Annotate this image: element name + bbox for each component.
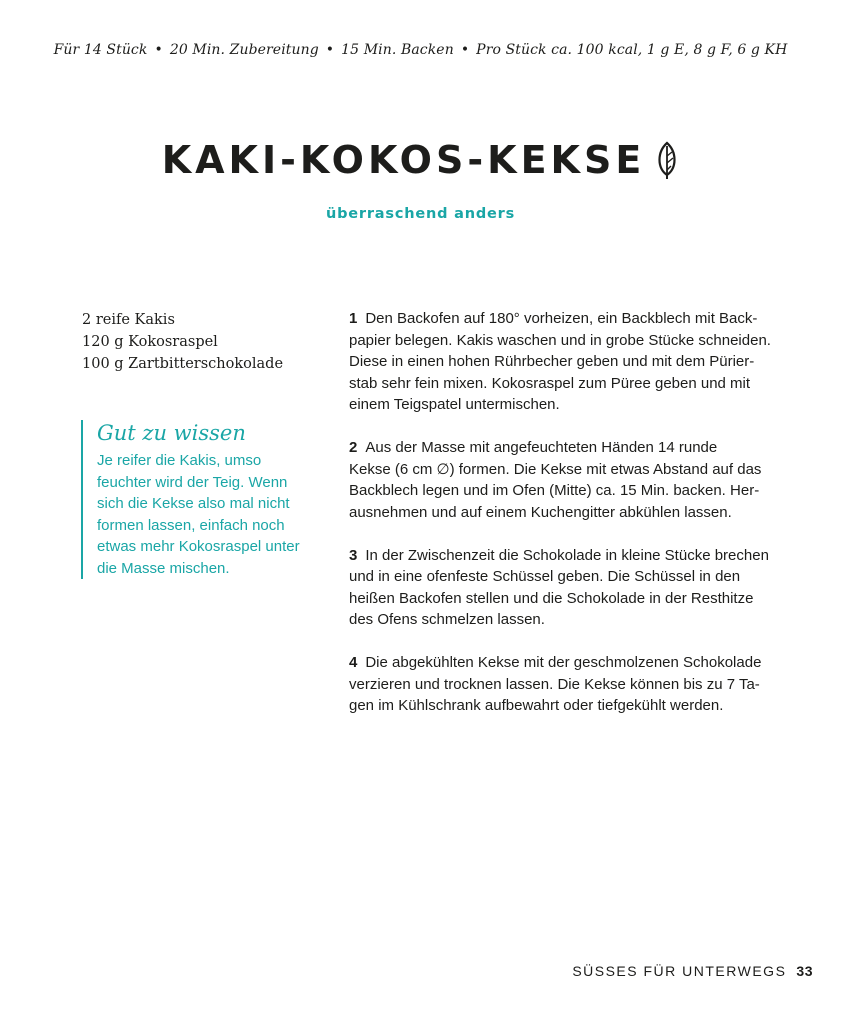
step-line: Kekse (6 cm ∅) formen. Die Kekse mit etwas Abstand auf das [349,460,762,478]
bake-time-text: 15 Min. Backen [341,42,454,58]
step-line: papier belegen. Kakis waschen und in grobe Stücke schneiden. [349,331,771,349]
step-line: und in eine ofenfeste Schüssel geben. Die Schüssel in den [349,568,741,585]
step-number: 2 [349,439,358,456]
tip-line: Je reifer die Kakis, umso [97,452,262,469]
tip-title: Gut zu wissen [97,421,246,445]
instructions [349,308,789,738]
section-title: SÜSSES FÜR UNTERWEGS [572,963,787,979]
page-footer [572,963,813,979]
ingredients-list [82,309,322,375]
tip-line: sich die Kekse also mal nicht [97,495,290,512]
tip-box [81,420,337,579]
title-block [0,138,841,182]
step-line: Diese in einen hohen Rührbecher geben und mit dem Pürier- [349,353,755,370]
step-line: des Ofens schmelzen lassen. [349,611,545,628]
step-3 [349,545,789,631]
recipe-subtitle: überraschend anders [325,206,516,222]
step-text: Aus der Masse mit angefeuchteten Händen 14 runde [365,439,718,456]
yield-text: Für 14 Stück [53,42,148,58]
tip-line: etwas mehr Kokosraspel unter [97,538,300,555]
step-line: ausnehmen und auf einem Kuchengitter abkühlen lassen. [349,503,732,521]
ingredient-item: 2 reife Kakis [82,312,175,328]
recipe-title: KAKI-KOKOS-KEKSE [161,138,646,182]
tip-text [97,450,322,579]
ingredient-item: 120 g Kokosraspel [82,334,218,350]
prep-time-text: 20 Min. Zubereitung [169,42,319,58]
step-line: heißen Backofen stellen und die Schokolade in der Resthitze [349,589,754,607]
step-text: Die abgekühlten Kekse mit der geschmolzenen Schokolade [365,654,762,671]
separator-dot: • [460,42,470,58]
step-2 [349,437,789,523]
step-line [349,308,789,330]
separator-dot: • [154,42,163,58]
page-number: 33 [796,963,813,979]
step-line: stab sehr fein mixen. Kokosraspel zum Püree geben und mit [349,374,751,392]
step-1 [349,308,789,416]
recipe-meta-line [0,42,841,58]
step-line [349,652,789,674]
step-number: 3 [349,546,358,564]
step-text: In der Zwischenzeit die Schokolade in kleine Stücke brechen [365,546,769,564]
ingredient-item: 100 g Zartbitterschokolade [82,356,284,372]
separator-dot: • [325,42,335,58]
nutrition-text: Pro Stück ca. 100 kcal, 1 g E, 8 g F, 6 g KH [476,42,788,58]
tip-line: die Masse mischen. [97,559,230,577]
step-number: 1 [349,310,358,327]
step-4 [349,652,789,717]
tip-line: feuchter wird der Teig. Wenn [97,473,288,491]
step-line: gen im Kühlschrank aufbewahrt oder tiefgekühlt werden. [349,697,724,714]
step-line: verzieren und trocknen lassen. Die Kekse können bis zu 7 Ta- [349,675,760,693]
step-line [349,437,789,459]
step-line: einem Teigspatel untermischen. [349,396,560,413]
step-text: Den Backofen auf 180° vorheizen, ein Backblech mit Back- [365,310,758,327]
leaf-icon [655,140,679,180]
step-number: 4 [349,654,358,671]
tip-line: formen lassen, einfach noch [97,516,285,534]
step-line [349,545,789,567]
step-line: Backblech legen und im Ofen (Mitte) ca. 15 Min. backen. Her- [349,482,760,499]
